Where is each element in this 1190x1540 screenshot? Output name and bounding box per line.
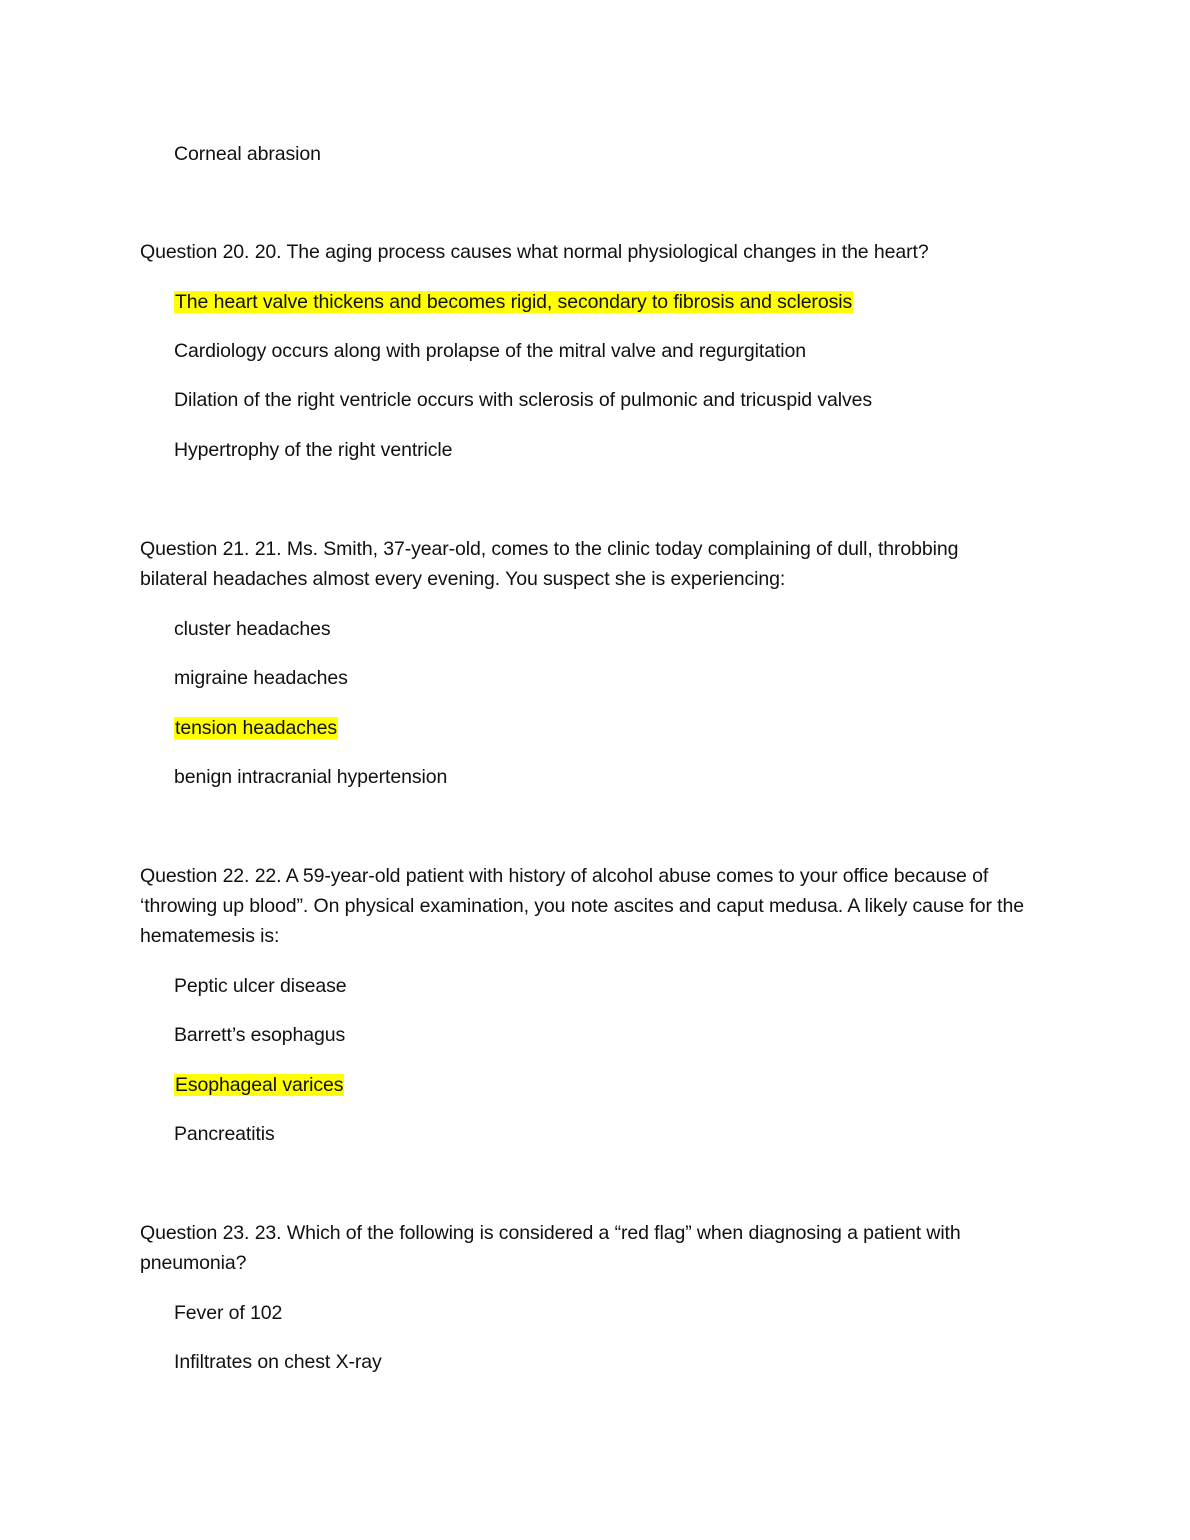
question-23-text-line-1: Question 23. 23. Which of the following is considered a “red flag” when diagnosing a patient with <box>140 1222 961 1244</box>
question-21-text-line-1: Question 21. 21. Ms. Smith, 37-year-old, comes to the clinic today complaining of dull, throbbing <box>140 538 959 560</box>
question-21-option-4: benign intracranial hypertension <box>174 766 448 788</box>
question-22-text-line-3: hematemesis is: <box>140 925 280 947</box>
highlighted-answer: The heart valve thickens and becomes rigid, secondary to fibrosis and sclerosis <box>175 291 853 313</box>
question-20-option-3: Dilation of the right ventricle occurs with sclerosis of pulmonic and tricuspid valves <box>174 389 873 411</box>
question-23-text-line-2: pneumonia? <box>140 1252 247 1274</box>
preceding-option: Corneal abrasion <box>174 143 321 165</box>
question-21-option-3 <box>174 713 338 743</box>
highlighted-answer: Esophageal varices <box>175 1074 344 1096</box>
question-20-option-2: Cardiology occurs along with prolapse of the mitral valve and regurgitation <box>174 340 807 362</box>
question-20-option-1 <box>174 287 853 317</box>
question-20-option-4: Hypertrophy of the right ventricle <box>174 439 453 461</box>
question-21-option-1: cluster headaches <box>174 618 331 640</box>
question-22-text-line-1: Question 22. 22. A 59-year-old patient with history of alcohol abuse comes to your office because of <box>140 865 989 887</box>
question-22-option-4: Pancreatitis <box>174 1123 275 1145</box>
question-20-text: Question 20. 20. The aging process causes what normal physiological changes in the heart? <box>140 241 929 263</box>
question-23-option-1: Fever of 102 <box>174 1302 283 1324</box>
question-22-option-2: Barrett’s esophagus <box>174 1024 346 1046</box>
highlighted-answer: tension headaches <box>175 717 338 739</box>
question-22-option-1: Peptic ulcer disease <box>174 975 347 997</box>
question-22-text-line-2: ‘throwing up blood”. On physical examination, you note ascites and caput medusa. A likely cause for the <box>140 895 1024 917</box>
question-21-option-2: migraine headaches <box>174 667 348 689</box>
question-23-option-2: Infiltrates on chest X-ray <box>174 1351 382 1373</box>
question-21-text-line-2: bilateral headaches almost every evening. You suspect she is experiencing: <box>140 568 786 590</box>
question-22-option-3 <box>174 1070 344 1100</box>
